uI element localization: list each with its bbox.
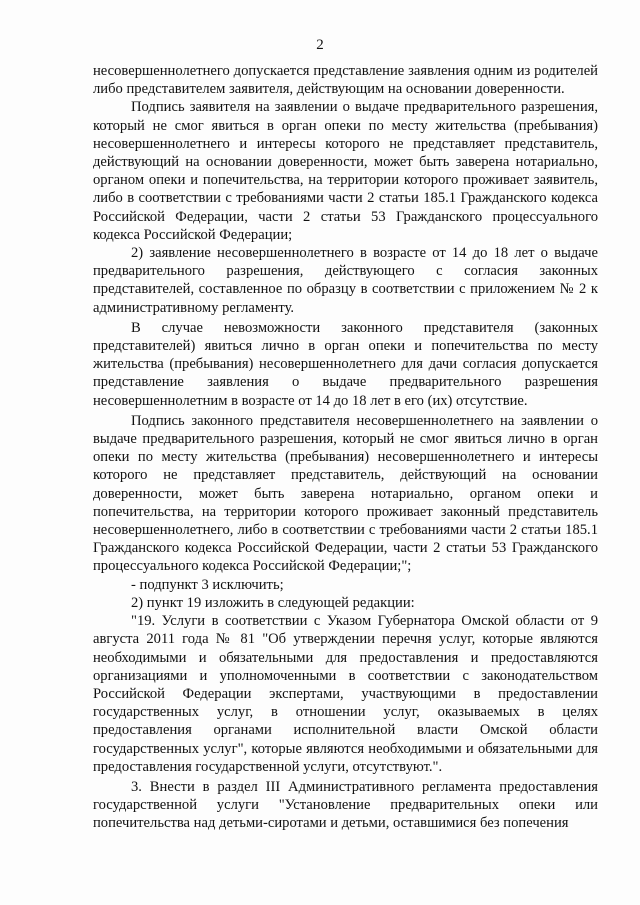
page-number: 2 — [316, 37, 324, 53]
paragraph: Подпись заявителя на заявлении о выдаче предварительного разрешения, который не смог явиться в орган опеки по месту жительства (пребывания) несовершеннолетнего и интересы которого не представляет представитель, действующий на основании доверенности, может быть заверена нотариально, органом опеки и попечительства, на территории которого проживает заявитель, либо в соответствии с требованиями части 2 статьи 185.1 Гражданского кодекса Российской Федерации, части 2 статьи 53 Гражданского процессуального кодекса Российской Федерации; — [93, 99, 598, 243]
paragraph: 2) пункт 19 изложить в следующей редакции: — [131, 594, 415, 611]
paragraph: - подпункт 3 исключить; — [131, 576, 284, 593]
paragraph: несовершеннолетнего допускается представление заявления одним из родителей либо представителем заявителя, действующим на основании доверенности. — [93, 63, 598, 98]
paragraph: В случае невозможности законного представителя (законных представителей) явиться лично в орган опеки и попечительства по месту жительства (пребывания) несовершеннолетнего для дачи согласия допускается представление заявления о выдаче предварительного разрешения несовершеннолетним в возрасте от 14 до 18 лет в его (их) отсутствие. — [93, 319, 598, 409]
paragraph: Подпись законного представителя несовершеннолетнего на заявлении о выдаче предварительного разрешения, который не смог явиться лично в орган опеки по месту жительства (пребывания) несовершеннолетнего и интересы которого не представляет представитель, действующий на основании доверенности, может быть заверена нотариально, органом опеки и попечительства, на территории которого проживает законный представитель несовершеннолетнего, либо в соответствии с требованиями части 2 статьи 185.1 Гражданского кодекса Российской Федерации, части 2 статьи 53 Гражданского процессуального кодекса Российской Федерации;"; — [93, 412, 598, 575]
paragraph: "19. Услуги в соответствии с Указом Губернатора Омской области от 9 августа 2011 года № 81 "Об утверждении перечня услуг, которые являются необходимыми и обязательными для предоставления и предоставляются организациями и уполномоченными в соответствии с законодательством Российской Федерации экспертами, участвующими в предоставлении государственных услуг, в отношении услуг, оказываемых в целях предоставления органами исполнительной власти Омской области государственных услуг", которые являются необходимыми и обязательными для предоставления государственной услуги, отсутствуют.". — [93, 613, 598, 775]
paragraph: 3. Внести в раздел III Административного регламента предоставления государственной услуги "Установление предварительных опеки или попечительства над детьми-сиротами и детьми, оставшимися без попечения — [93, 778, 598, 832]
document-body — [93, 62, 598, 833]
paragraph: 2) заявление несовершеннолетнего в возрасте от 14 до 18 лет о выдаче предварительного разрешения, действующего с согласия законных представителей, составленное по образцу в соответствии с приложением № 2 к административному регламенту. — [93, 245, 598, 316]
